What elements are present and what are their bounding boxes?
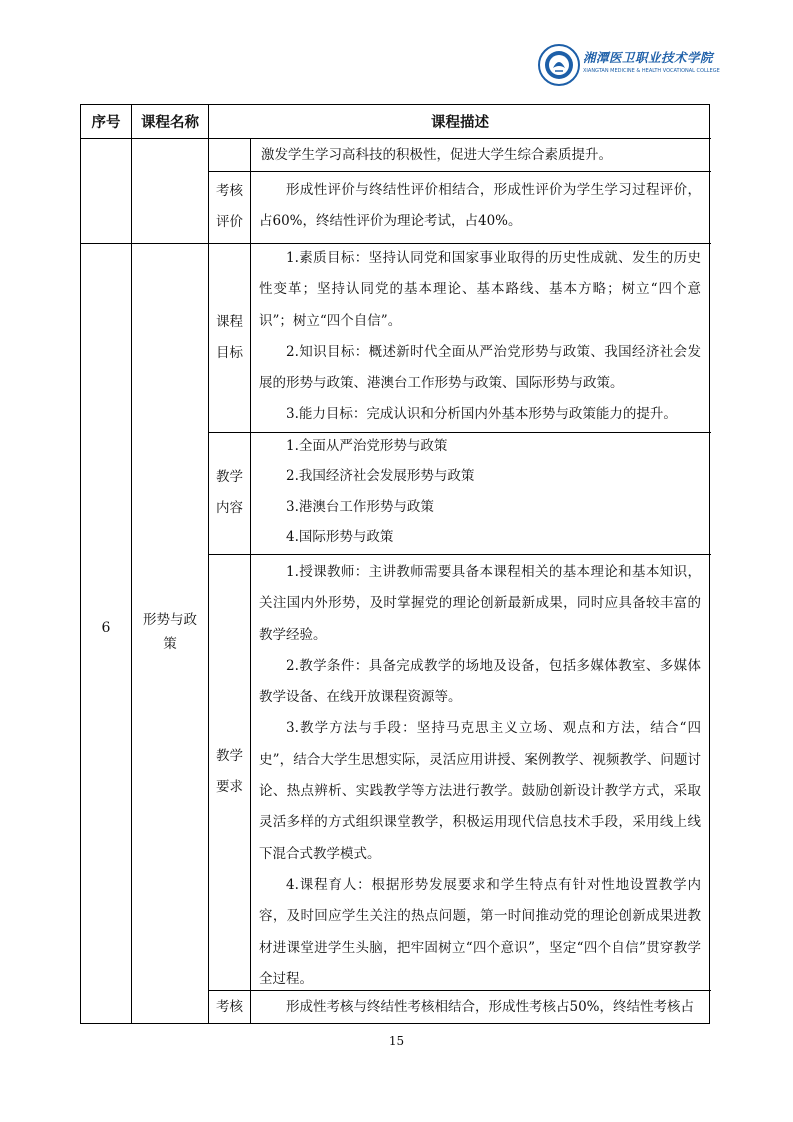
college-seal-icon xyxy=(538,44,580,86)
continued-text: 激发学生学习高科技的积极性，促进大学生综合素质提升。 xyxy=(261,147,612,163)
content-item: 1.全面从严治党形势与政策 xyxy=(286,438,448,454)
course-table xyxy=(80,104,710,1024)
requirement-item: 4.课程育人：根据形势发展要求和学生特点有针对性地设置教学内容，及时回应学生关注的热点问题，第一时间推动党的理论创新成果进教材进课堂进学生头脑，把牢固树立“四个意识”，坚定“四个自信”贯穿教学全过程。 xyxy=(259,876,701,987)
teaching-content xyxy=(259,431,701,552)
header-seq: 序号 xyxy=(91,115,121,131)
label-teaching-content: 教学 内容 xyxy=(216,469,243,516)
course-goals xyxy=(259,243,701,431)
course-seq: 6 xyxy=(101,620,111,636)
goal-item: 2.知识目标：概述新时代全面从严治党形势与政策、我国经济社会发展的形势与政策、港澳台工作形势与政策、国际形势与政策。 xyxy=(259,343,701,392)
label-assessment: 考核 xyxy=(216,999,243,1015)
teaching-requirements xyxy=(259,557,701,995)
content-item: 3.港澳台工作形势与政策 xyxy=(286,498,434,515)
goal-item: 1.素质目标：坚持认同党和国家事业取得的历史性成就、发生的历史性变革；坚持认同党的基本理论、基本路线、基本方略；树立“四个意识”；树立“四个自信”。 xyxy=(259,250,701,329)
requirement-item: 2.教学条件：具备完成教学的场地及设备，包括多媒体教室、多媒体教学设备、在线开放课程资源等。 xyxy=(259,657,701,706)
requirement-item: 1.授课教师：主讲教师需要具备本课程相关的基本理论和基本知识，关注国内外形势，及时掌握党的理论创新最新成果，同时应具备较丰富的教学经验。 xyxy=(259,564,701,643)
label-course-goals: 课程 目标 xyxy=(216,314,243,361)
label-assess-eval: 考核 评价 xyxy=(216,183,243,230)
header-course-desc: 课程描述 xyxy=(431,115,489,131)
assess-eval-text: 形成性评价与终结性评价相结合，形成性评价为学生学习过程评价，占60%，终结性评价为理论考试，占40%。 xyxy=(259,182,701,230)
course-name: 形势与政 策 xyxy=(143,612,197,652)
requirement-item: 3.教学方法与手段：坚持马克思主义立场、观点和方法，结合“四史”，结合大学生思想实际，灵活应用讲授、案例教学、视频教学、问题讨论、热点辨析、实践教学等方法进行教学。鼓励创新设计教学方式，采取灵活多样的方式组织课堂教学，积极运用现代信息技术手段，采用线上线下混合式教学模式。 xyxy=(259,720,701,862)
page-number: 15 xyxy=(388,1034,405,1048)
label-teaching-requirements: 教学 要求 xyxy=(216,748,243,795)
college-name-cn: 湘潭医卫职业技术学院 xyxy=(583,50,714,65)
college-name-en: XIANGTAN MEDICINE & HEALTH VOCATIONAL COLLEGE xyxy=(583,68,720,74)
header-course-name: 课程名称 xyxy=(141,115,199,131)
content-item: 4.国际形势与政策 xyxy=(286,528,394,545)
goal-item: 3.能力目标：完成认识和分析国内外基本形势与政策能力的提升。 xyxy=(286,406,677,423)
content-item: 2.我国经济社会发展形势与政策 xyxy=(286,468,475,485)
assessment-text: 形成性考核与终结性考核相结合，形成性考核占50%，终结性考核占 xyxy=(286,999,695,1015)
college-logo xyxy=(538,44,720,92)
